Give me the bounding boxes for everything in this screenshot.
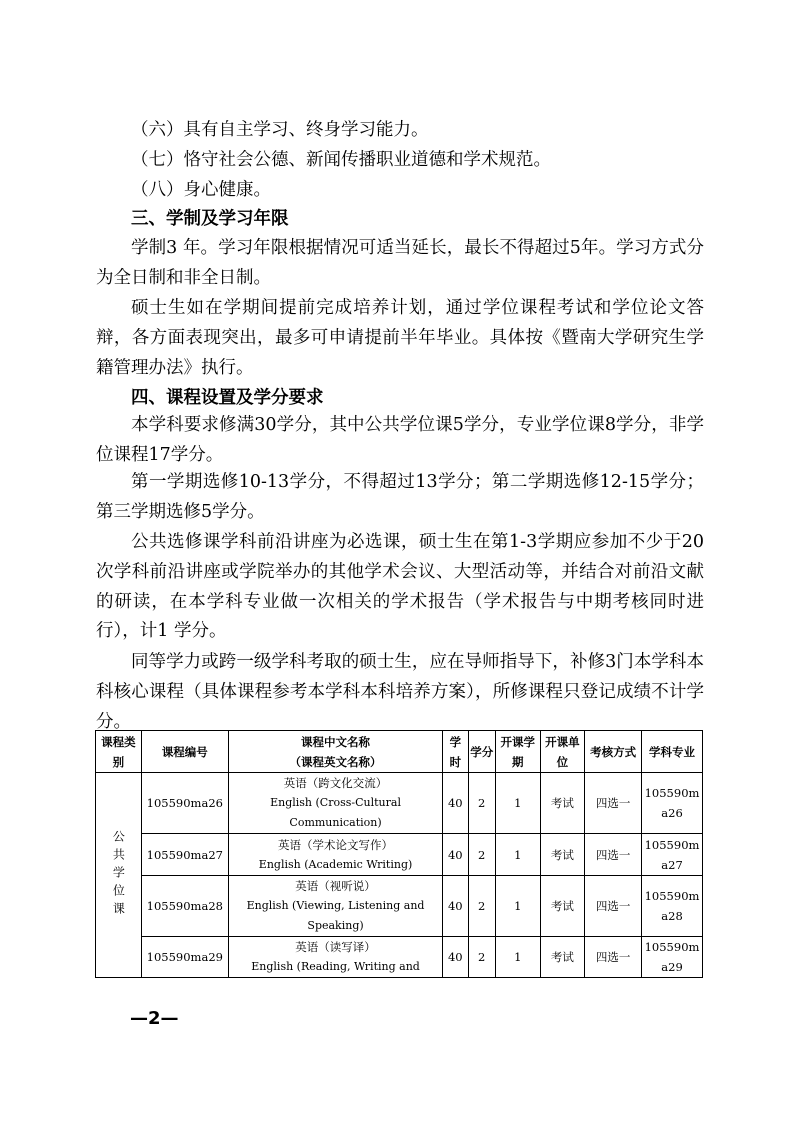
- course-semester: 1: [495, 773, 540, 834]
- course-major: 105590ma28: [642, 876, 703, 937]
- course-hours: 40: [443, 876, 468, 937]
- course-code: 105590ma27: [141, 834, 228, 876]
- item-six: （六）具有自主学习、终身学习能力。: [131, 120, 429, 140]
- section-4-para-4: 同等学力或跨一级学科考取的硕士生，应在导师指导下，补修3门本学科本科核心课程（具体课程参考本学科本科培养方案），所修课程只登记成绩不计学分。: [96, 652, 704, 732]
- header-category: 课程类别: [96, 731, 142, 773]
- course-unit: 考试: [540, 834, 585, 876]
- course-exam: 四选一: [585, 876, 642, 937]
- table-row: [96, 876, 703, 937]
- course-hours: 40: [443, 937, 468, 978]
- section-4-heading: 四、课程设置及学分要求: [131, 388, 324, 408]
- course-unit: 考试: [540, 773, 585, 834]
- course-name-cn: 英语（读写译）: [295, 940, 376, 954]
- course-name-en: English (Reading, Writing and: [251, 960, 420, 973]
- header-name: [228, 731, 442, 773]
- course-name-en: English (Viewing, Listening and Speaking): [246, 899, 425, 932]
- course-credits: 2: [468, 773, 495, 834]
- course-name-en: English (Cross-Cultural Communication): [270, 796, 401, 829]
- course-hours: 40: [443, 773, 468, 834]
- course-name-cn: 英语（学术论文写作）: [278, 837, 394, 852]
- course-exam: 四选一: [585, 773, 642, 834]
- header-exam: 考核方式: [585, 731, 642, 773]
- header-unit: 开课单位: [540, 731, 585, 773]
- course-name: [228, 937, 442, 978]
- course-name-en: English (Academic Writing): [258, 857, 413, 871]
- header-semester: 开课学期: [495, 731, 540, 773]
- table-row: [96, 834, 703, 876]
- course-unit: 考试: [540, 876, 585, 937]
- course-credits: 2: [468, 876, 495, 937]
- header-code: 课程编号: [141, 731, 228, 773]
- course-code: 105590ma29: [141, 937, 228, 978]
- header-hours: 学时: [443, 731, 468, 773]
- course-exam: 四选一: [585, 937, 642, 978]
- section-3-heading: 三、学制及学习年限: [131, 209, 289, 229]
- course-name-cn: 英语（视听说）: [295, 879, 376, 893]
- header-major: 学科专业: [642, 731, 703, 773]
- course-code: 105590ma26: [141, 773, 228, 834]
- course-semester: 1: [495, 834, 540, 876]
- course-name-cn: 英语（跨文化交流）: [283, 776, 388, 790]
- section-3-para-2: 硕士生如在学期间提前完成培养计划，通过学位课程考试和学位论文答辩，各方面表现突出，最多可申请提前半年毕业。具体按《暨南大学研究生学籍管理办法》执行。: [96, 298, 704, 378]
- course-major: 105590ma26: [642, 773, 703, 834]
- category-label: 公共学位课: [111, 830, 126, 920]
- course-exam: 四选一: [585, 834, 642, 876]
- course-semester: 1: [495, 876, 540, 937]
- course-credits: 2: [468, 834, 495, 876]
- table-header-row: [96, 731, 703, 773]
- section-4-para-1: 本学科要求修满30学分，其中公共学位课5学分，专业学位课8学分，非学位课程17学分。: [96, 415, 704, 465]
- course-unit: 考试: [540, 937, 585, 978]
- course-table: [95, 730, 703, 978]
- course-name: [228, 834, 442, 876]
- header-name-cn: 课程中文名称: [301, 734, 371, 749]
- course-credits: 2: [468, 937, 495, 978]
- section-4-para-2: 第一学期选修10-13学分，不得超过13学分；第二学期选修12-15学分；第三学期选修5学分。: [96, 472, 704, 522]
- course-hours: 40: [443, 834, 468, 876]
- course-semester: 1: [495, 937, 540, 978]
- course-name: [228, 876, 442, 937]
- section-3-para-1: 学制3 年。学习年限根据情况可适当延长，最长不得超过5年。学习方式分为全日制和非全日制。: [96, 238, 704, 288]
- item-eight: （八）身心健康。: [131, 180, 271, 200]
- header-name-en: （课程英文名称）: [289, 754, 382, 769]
- header-credits: 学分: [468, 731, 495, 773]
- page-number: —2—: [130, 1008, 179, 1029]
- category-cell: [96, 773, 142, 978]
- item-seven: （七）恪守社会公德、新闻传播职业道德和学术规范。: [131, 150, 551, 170]
- section-4-para-3: 公共选修课学科前沿讲座为必选课，硕士生在第1-3学期应参加不少于20次学科前沿讲座或学院举办的其他学术会议、大型活动等，并结合对前沿文献的研读，在本学科专业做一次相关的学术报告（学术报告与中期考核同时进行），计1 学分。: [96, 532, 704, 642]
- course-name: [228, 773, 442, 834]
- table-row: [96, 773, 703, 834]
- course-major: 105590ma29: [642, 937, 703, 978]
- table-row: [96, 937, 703, 978]
- course-code: 105590ma28: [141, 876, 228, 937]
- course-major: 105590ma27: [642, 834, 703, 876]
